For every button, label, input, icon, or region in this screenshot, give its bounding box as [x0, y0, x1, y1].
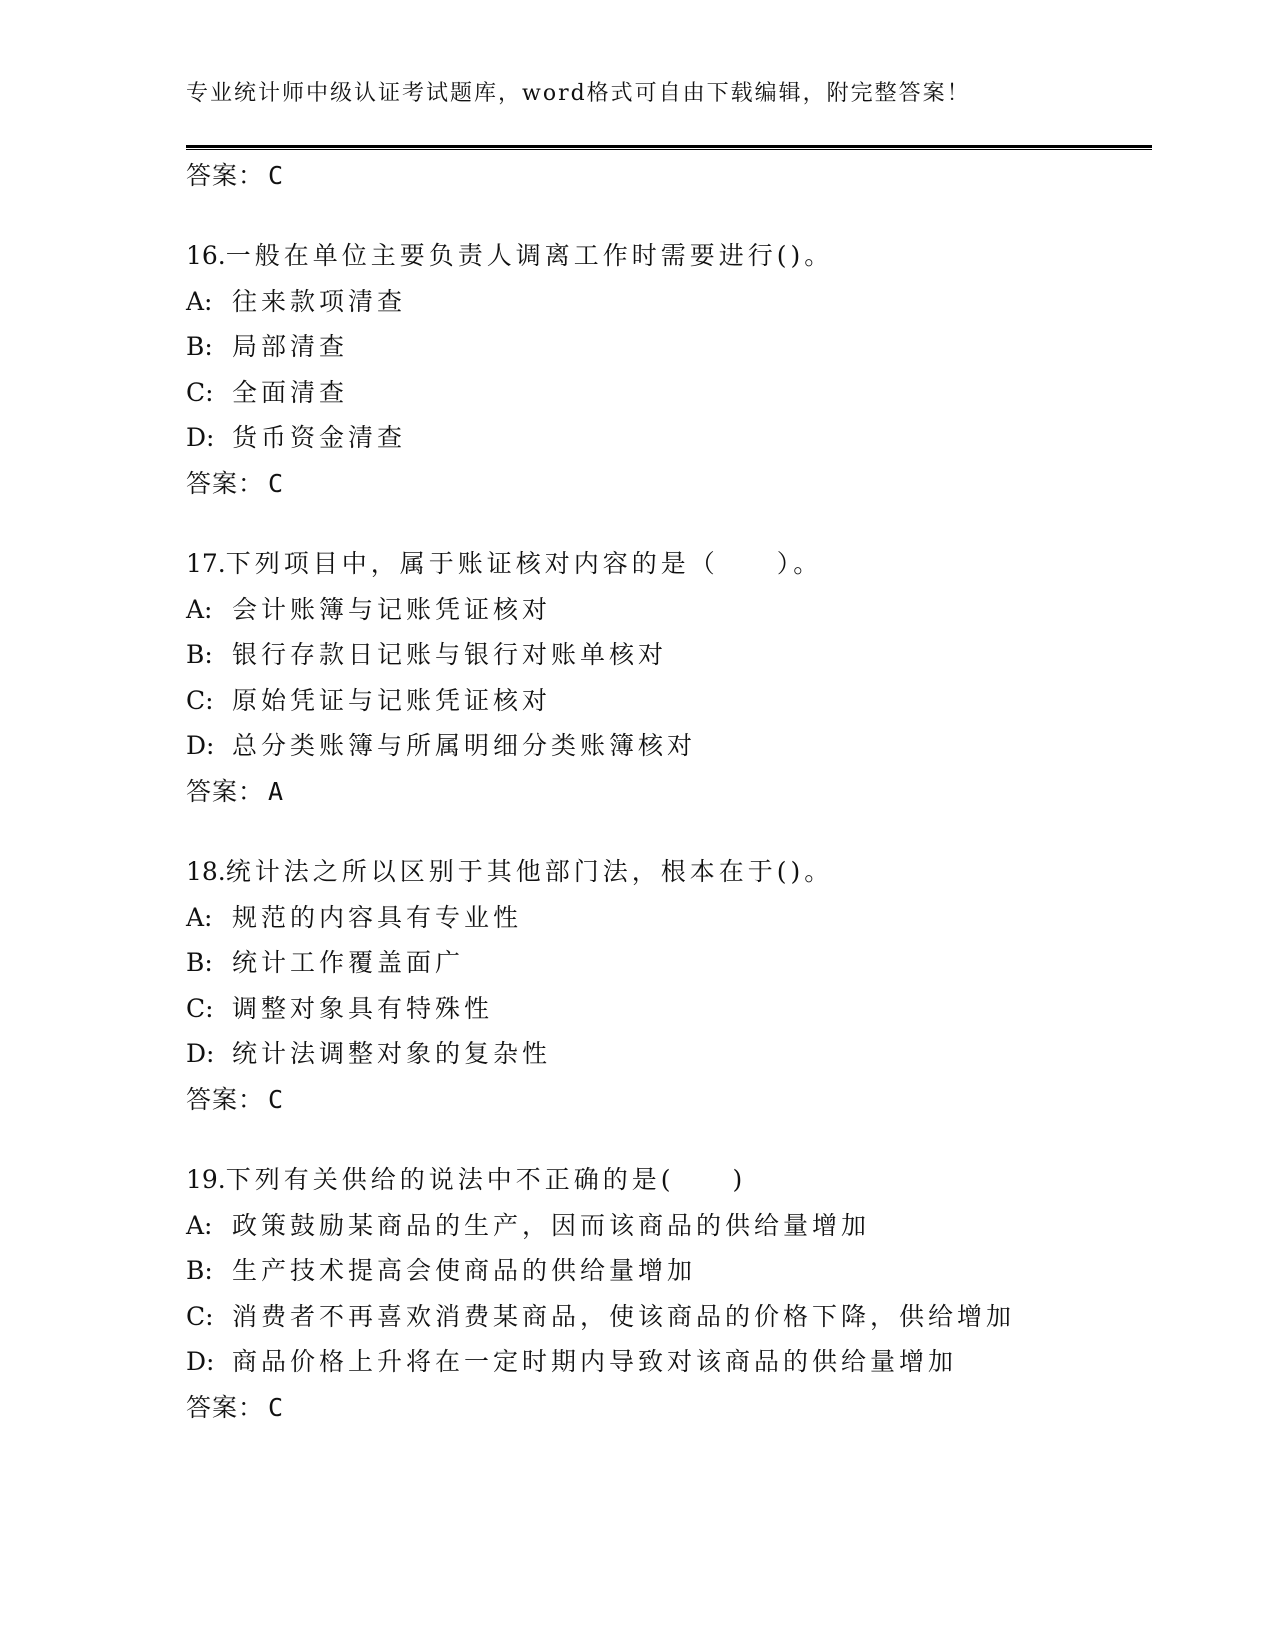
option-d — [186, 1339, 1146, 1385]
option-text: 会计账簿与记账凭证核对 — [232, 594, 552, 624]
option-text: 全面清查 — [232, 377, 349, 407]
question-17 — [186, 541, 1146, 815]
answer-value: C — [268, 1084, 285, 1114]
option-text: 政策鼓励某商品的生产，因而该商品的供给量增加 — [232, 1210, 871, 1240]
answer-label: 答案： — [186, 161, 265, 190]
option-a — [186, 1203, 1146, 1249]
option-letter: C: — [186, 377, 214, 407]
option-text: 原始凭证与记账凭证核对 — [232, 685, 552, 715]
question-16 — [186, 233, 1146, 507]
option-text: 往来款项清查 — [232, 286, 407, 316]
question-stem — [186, 233, 1146, 279]
question-stem — [186, 849, 1146, 895]
question-number: 17. — [186, 549, 226, 578]
option-letter: A: — [186, 594, 213, 624]
answer-value: C — [268, 1392, 285, 1422]
question-number: 16. — [186, 241, 226, 270]
option-d — [186, 1031, 1146, 1077]
question-19 — [186, 1157, 1146, 1431]
option-b — [186, 324, 1146, 370]
question-answer — [186, 1077, 1146, 1123]
option-text: 调整对象具有特殊性 — [232, 993, 494, 1023]
option-text: 生产技术提高会使商品的供给量增加 — [232, 1256, 697, 1286]
question-number: 19. — [186, 1165, 226, 1194]
option-c — [186, 986, 1146, 1032]
question-answer — [186, 1385, 1146, 1431]
question-text: 下列项目中，属于账证核对内容的是（ ）。 — [225, 549, 823, 578]
question-18 — [186, 849, 1146, 1123]
answer-value: A — [268, 776, 285, 806]
option-text: 统计工作覆盖面广 — [232, 948, 465, 978]
option-letter: C: — [186, 685, 214, 715]
option-d — [186, 723, 1146, 769]
option-letter: B: — [186, 1256, 213, 1286]
option-letter: D: — [186, 731, 215, 761]
option-c — [186, 1294, 1146, 1340]
option-letter: A: — [186, 1210, 213, 1240]
question-answer — [186, 461, 1146, 507]
page-header: 专业统计师中级认证考试题库，word格式可自由下载编辑，附完整答案！ — [186, 81, 971, 106]
option-b — [186, 1248, 1146, 1294]
option-letter: D: — [186, 423, 215, 453]
question-text: 下列有关供给的说法中不正确的是( ) — [225, 1165, 747, 1194]
option-letter: A: — [186, 286, 213, 316]
option-letter: D: — [186, 1039, 215, 1069]
previous-answer — [186, 156, 284, 192]
question-stem — [186, 1157, 1146, 1203]
option-text: 商品价格上升将在一定时期内导致对该商品的供给量增加 — [232, 1347, 958, 1377]
option-text: 总分类账簿与所属明细分类账簿核对 — [232, 731, 697, 761]
option-text: 统计法调整对象的复杂性 — [232, 1039, 552, 1069]
answer-label: 答案： — [186, 776, 265, 806]
header-divider — [186, 145, 1152, 150]
option-text: 规范的内容具有专业性 — [232, 902, 523, 932]
option-text: 消费者不再喜欢消费某商品，使该商品的价格下降，供给增加 — [232, 1301, 1016, 1331]
option-text: 局部清查 — [232, 332, 349, 362]
option-letter: D: — [186, 1347, 215, 1377]
question-text: 统计法之所以区别于其他部门法，根本在于()。 — [225, 857, 834, 886]
option-d — [186, 415, 1146, 461]
option-a — [186, 895, 1146, 941]
option-letter: C: — [186, 993, 214, 1023]
answer-label: 答案： — [186, 1392, 265, 1422]
question-text: 一般在单位主要负责人调离工作时需要进行()。 — [225, 241, 834, 270]
question-number: 18. — [186, 857, 226, 886]
option-letter: A: — [186, 902, 213, 932]
option-letter: C: — [186, 1301, 214, 1331]
option-b — [186, 632, 1146, 678]
question-answer — [186, 769, 1146, 815]
answer-label: 答案： — [186, 468, 265, 498]
answer-value: C — [268, 161, 285, 190]
answer-value: C — [268, 468, 285, 498]
question-stem — [186, 541, 1146, 587]
option-c — [186, 370, 1146, 416]
option-a — [186, 587, 1146, 633]
option-c — [186, 678, 1146, 724]
option-text: 银行存款日记账与银行对账单核对 — [232, 640, 668, 670]
option-a — [186, 279, 1146, 325]
option-letter: B: — [186, 640, 213, 670]
answer-label: 答案： — [186, 1084, 265, 1114]
option-letter: B: — [186, 332, 213, 362]
option-letter: B: — [186, 948, 213, 978]
option-b — [186, 940, 1146, 986]
option-text: 货币资金清查 — [232, 423, 407, 453]
